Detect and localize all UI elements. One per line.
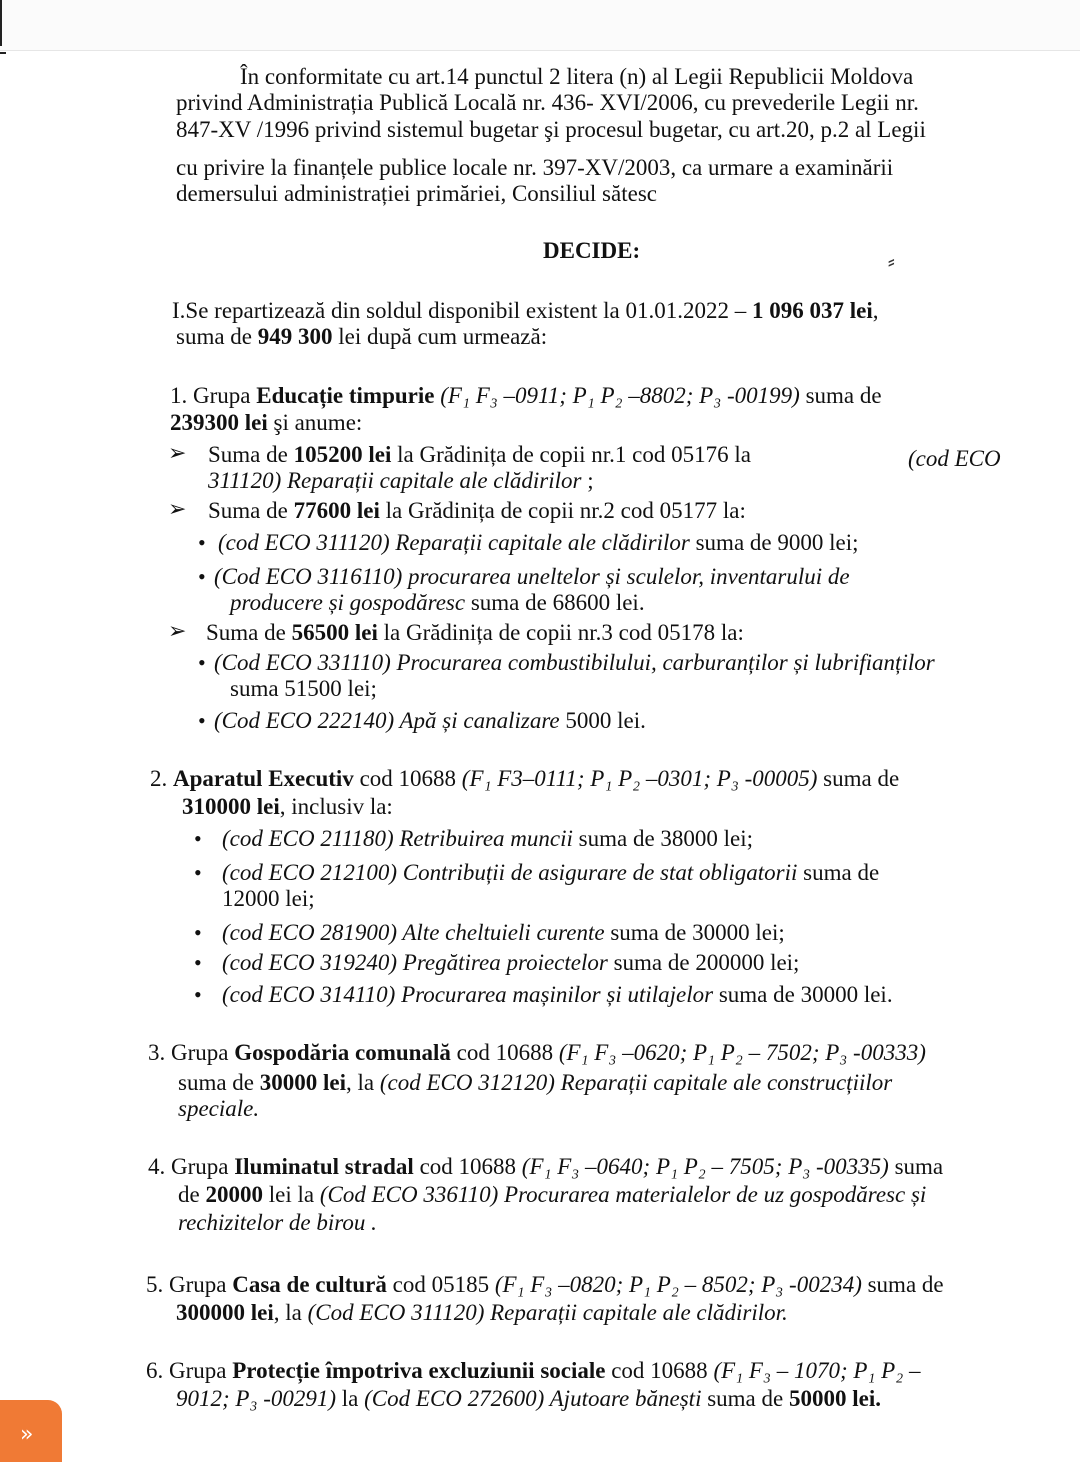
item-2-bullet-3 <box>222 920 785 946</box>
sub-1-eco: (cod ECO <box>908 446 1001 471</box>
item-eco-text: (Cod ECO 311120) Reparații capitale ale clădirilor. <box>307 1300 788 1325</box>
item-2-bullet-5 <box>222 982 893 1008</box>
item-6-line-1 <box>146 1358 920 1384</box>
item-grupa: Grupa <box>171 1154 235 1179</box>
item-cod: cod 10688 <box>605 1358 714 1383</box>
item-cod: cod 05185 <box>386 1272 495 1297</box>
bullet-eco-text: (cod ECO 311120) Reparații capitale ale clădirilor <box>218 530 690 555</box>
item-cod: cod 10688 <box>450 1040 559 1065</box>
bullet-dot-icon: • <box>194 950 202 975</box>
bullet-rest: suma de 38000 lei; <box>572 826 754 851</box>
item-1-line-2 <box>170 410 362 436</box>
item-number: 1. <box>170 383 188 408</box>
item-number: 3. <box>148 1040 166 1065</box>
available-balance: 1 096 037 lei <box>752 298 873 323</box>
bullet-rest: suma de 30000 lei; <box>604 920 785 945</box>
sub-text: la Grădinița de copii nr.1 cod 05176 la <box>391 442 751 467</box>
item-3-line-2 <box>178 1070 892 1096</box>
expand-fab-button[interactable] <box>0 1400 62 1462</box>
item-4-line-2 <box>178 1182 926 1208</box>
item-la: la <box>291 1182 320 1207</box>
intro-line-1: În conformitate cu art.14 punctul 2 litera (n) al Legii Republicii Moldova <box>240 64 914 89</box>
item-3-line-1 <box>148 1040 926 1066</box>
arrow-bullet-icon: ➢ <box>168 440 187 465</box>
bullet-dot-icon: • <box>198 530 206 555</box>
sub-prefix: Suma de <box>208 498 294 523</box>
item-name: Iluminatul stradal <box>234 1154 414 1179</box>
bullet-eco-text: (cod ECO 211180) Retribuirea muncii <box>222 826 573 851</box>
item-number: 2. <box>150 766 168 791</box>
bullet-dot-icon: • <box>198 564 206 589</box>
section-i-suma-label: suma de <box>176 324 258 349</box>
item-6-line-2 <box>176 1386 881 1412</box>
bullet-dot-icon: • <box>194 920 202 945</box>
item-codes: (F₁ F₃ –0911; P₁ P₂ –8802; P₃ -00199) <box>440 383 800 408</box>
item-suma-label: suma de <box>861 1272 944 1297</box>
item-amount: 239300 lei <box>170 410 268 435</box>
bullet-eco-text: (cod ECO 212100) Contribuții de asigurare de stat obligatorii <box>222 860 798 885</box>
sub-text: la Grădinița de copii nr.2 cod 05177 la: <box>379 498 746 523</box>
arrow-bullet-icon: ➢ <box>168 618 187 643</box>
sub-3-bullet-1-line-2: suma 51500 lei; <box>230 676 377 701</box>
item-cod: cod 10688 <box>413 1154 522 1179</box>
item-amount: 310000 lei <box>182 794 280 819</box>
intro-line-3: 847-XV /1996 privind sistemul bugetar şi procesul bugetar, cu art.20, p.2 al Legii <box>176 117 926 142</box>
item-codes: (F₁ F₃ –0640; P₁ P₂ – 7505; P₃ -00335) <box>521 1154 889 1179</box>
item-number: 5. <box>146 1272 164 1297</box>
item-suma-label: suma de <box>701 1386 789 1411</box>
item-amount: 300000 lei <box>176 1300 274 1325</box>
item-2-line-2 <box>182 794 393 820</box>
item-2-bullet-2-line-2: 12000 lei; <box>222 886 315 911</box>
bullet-dot-icon: • <box>194 982 202 1007</box>
item-suma-label: suma de <box>823 766 900 791</box>
item-codes: (F₁ F₃ –0820; P₁ P₂ – 8502; P₃ -00234) <box>494 1272 862 1297</box>
bullet-dot-icon: • <box>198 650 206 675</box>
sub-2-line-1 <box>208 498 746 524</box>
item-number: 6. <box>146 1358 164 1383</box>
section-i-comma: , <box>872 298 879 323</box>
item-name: Protecție împotriva excluziunii sociale <box>232 1358 606 1383</box>
item-codes-cont: 9012; P₃ -00291) <box>176 1386 337 1411</box>
item-codes: (F₁ F3–0111; P₁ P₂ –0301; P₃ -00005) <box>461 766 818 791</box>
sub-prefix: Suma de <box>208 442 294 467</box>
bullet-dot-icon: • <box>194 826 202 851</box>
item-grupa: Grupa <box>169 1358 233 1383</box>
allocated-sum: 949 300 <box>257 324 333 349</box>
item-name: Educație timpurie <box>256 383 435 408</box>
sub-2-bullet-1 <box>218 530 859 556</box>
item-suffix: şi anume: <box>267 410 363 435</box>
ink-mark-icon: ⸗ <box>888 249 895 273</box>
item-codes: (F₁ F₃ –0620; P₁ P₂ – 7502; P₃ -00333) <box>558 1040 926 1065</box>
sub-1-line-1 <box>208 442 751 468</box>
intro-line-4: cu privire la finanțele publice locale nr. 397-XV/2003, ca urmare a examinării <box>176 155 894 180</box>
bullet-eco-text: producere și gospodăresc <box>230 590 466 615</box>
item-5-line-1 <box>146 1272 944 1298</box>
sub-eco-text: 311120) Reparații capitale ale clădirilor <box>208 468 582 493</box>
item-number: 4. <box>148 1154 166 1179</box>
item-1-line-1 <box>170 383 882 409</box>
item-amount: 50000 lei. <box>788 1386 881 1411</box>
item-eco-text: (Cod ECO 336110) Procurarea materialelor de uz gospodăresc și <box>319 1182 927 1207</box>
item-codes: (F₁ F₃ – 1070; P₁ P₂ – <box>713 1358 921 1383</box>
item-name: Gospodăria comunală <box>234 1040 451 1065</box>
sub-text: la Grădinița de copii nr.3 cod 05178 la: <box>377 620 744 645</box>
item-suma-label: suma de <box>178 1070 260 1095</box>
item-eco-text: (cod ECO 312120) Reparații capitale ale construcțiilor <box>379 1070 893 1095</box>
item-4-line-3: rechizitelor de birou . <box>178 1210 377 1235</box>
bullet-rest: suma de 200000 lei; <box>607 950 800 975</box>
section-i-line-1 <box>172 298 879 324</box>
item-amount: 20000 <box>205 1182 263 1207</box>
bullet-rest: suma de 9000 lei; <box>689 530 859 555</box>
sub-prefix: Suma de <box>206 620 292 645</box>
section-i-suffix: lei după cum urmează: <box>332 324 548 349</box>
item-grupa: Grupa <box>169 1272 233 1297</box>
sub-3-bullet-2 <box>214 708 646 734</box>
intro-line-5: demersului administrației primăriei, Consiliul sătesc <box>176 181 657 206</box>
bullet-rest: suma de 68600 lei. <box>465 590 645 615</box>
section-i-text: I.Se repartizează din soldul disponibil existent la 01.01.2022 – <box>172 298 752 323</box>
intro-line-2: privind Administrația Publică Locală nr. 436- XVI/2006, cu prevederile Legii nr. <box>176 90 919 115</box>
item-suma-label: suma de <box>805 383 882 408</box>
sub-amount: 77600 lei <box>293 498 380 523</box>
bullet-eco-text: (cod ECO 281900) Alte cheltuieli curente <box>222 920 605 945</box>
arrow-bullet-icon: ➢ <box>168 496 187 521</box>
bullet-eco-text: (cod ECO 314110) Procurarea mașinilor și utilajelor <box>222 982 714 1007</box>
item-currency: lei <box>262 1182 292 1207</box>
sub-punct: ; <box>581 468 594 493</box>
item-eco-text: (Cod ECO 272600) Ajutoare bănești <box>364 1386 702 1411</box>
item-name: Aparatul Executiv <box>173 766 354 791</box>
sub-2-bullet-2-line-2 <box>230 590 645 616</box>
bullet-rest: suma de 30000 lei. <box>713 982 893 1007</box>
item-2-bullet-1 <box>222 826 753 852</box>
bullet-dot-icon: • <box>194 860 202 885</box>
sub-amount: 105200 lei <box>293 442 392 467</box>
double-chevron-right-icon: » <box>20 1422 34 1447</box>
decide-heading: DECIDE: <box>543 238 641 263</box>
item-de: de <box>178 1182 206 1207</box>
item-suffix: , inclusiv la: <box>279 794 393 819</box>
item-5-line-2 <box>176 1300 788 1326</box>
sub-1-line-2 <box>208 468 594 494</box>
bullet-dot-icon: • <box>198 708 206 733</box>
item-2-bullet-2-line-1 <box>222 860 879 886</box>
bullet-eco-text: (Cod ECO 222140) Apă și canalizare <box>214 708 560 733</box>
item-4-line-1 <box>148 1154 943 1180</box>
sub-2-bullet-2-line-1: (Cod ECO 3116110) procurarea uneltelor și sculelor, inventarului de <box>214 564 850 589</box>
item-2-bullet-4 <box>222 950 799 976</box>
sub-amount: 56500 lei <box>291 620 378 645</box>
item-2-line-1 <box>150 766 899 792</box>
bullet-rest: 5000 lei. <box>559 708 646 733</box>
bullet-eco-text: (cod ECO 319240) Pregătirea proiectelor <box>222 950 608 975</box>
item-la: , la <box>273 1300 308 1325</box>
item-3-line-3: speciale. <box>178 1096 260 1121</box>
sub-3-bullet-1-line-1: (Cod ECO 331110) Procurarea combustibilului, carburanților și lubrifianților <box>214 650 935 675</box>
item-amount: 30000 lei <box>259 1070 347 1095</box>
item-name: Casa de cultură <box>232 1272 387 1297</box>
bullet-rest: suma de <box>797 860 880 885</box>
section-i-line-2 <box>176 324 547 350</box>
item-grupa: Grupa <box>171 1040 235 1065</box>
sub-3-line-1 <box>206 620 744 646</box>
item-cod: cod 10688 <box>353 766 462 791</box>
item-la: , la <box>346 1070 380 1095</box>
item-suma-label: suma <box>888 1154 944 1179</box>
item-grupa: Grupa <box>193 383 257 408</box>
item-la: la <box>336 1386 365 1411</box>
